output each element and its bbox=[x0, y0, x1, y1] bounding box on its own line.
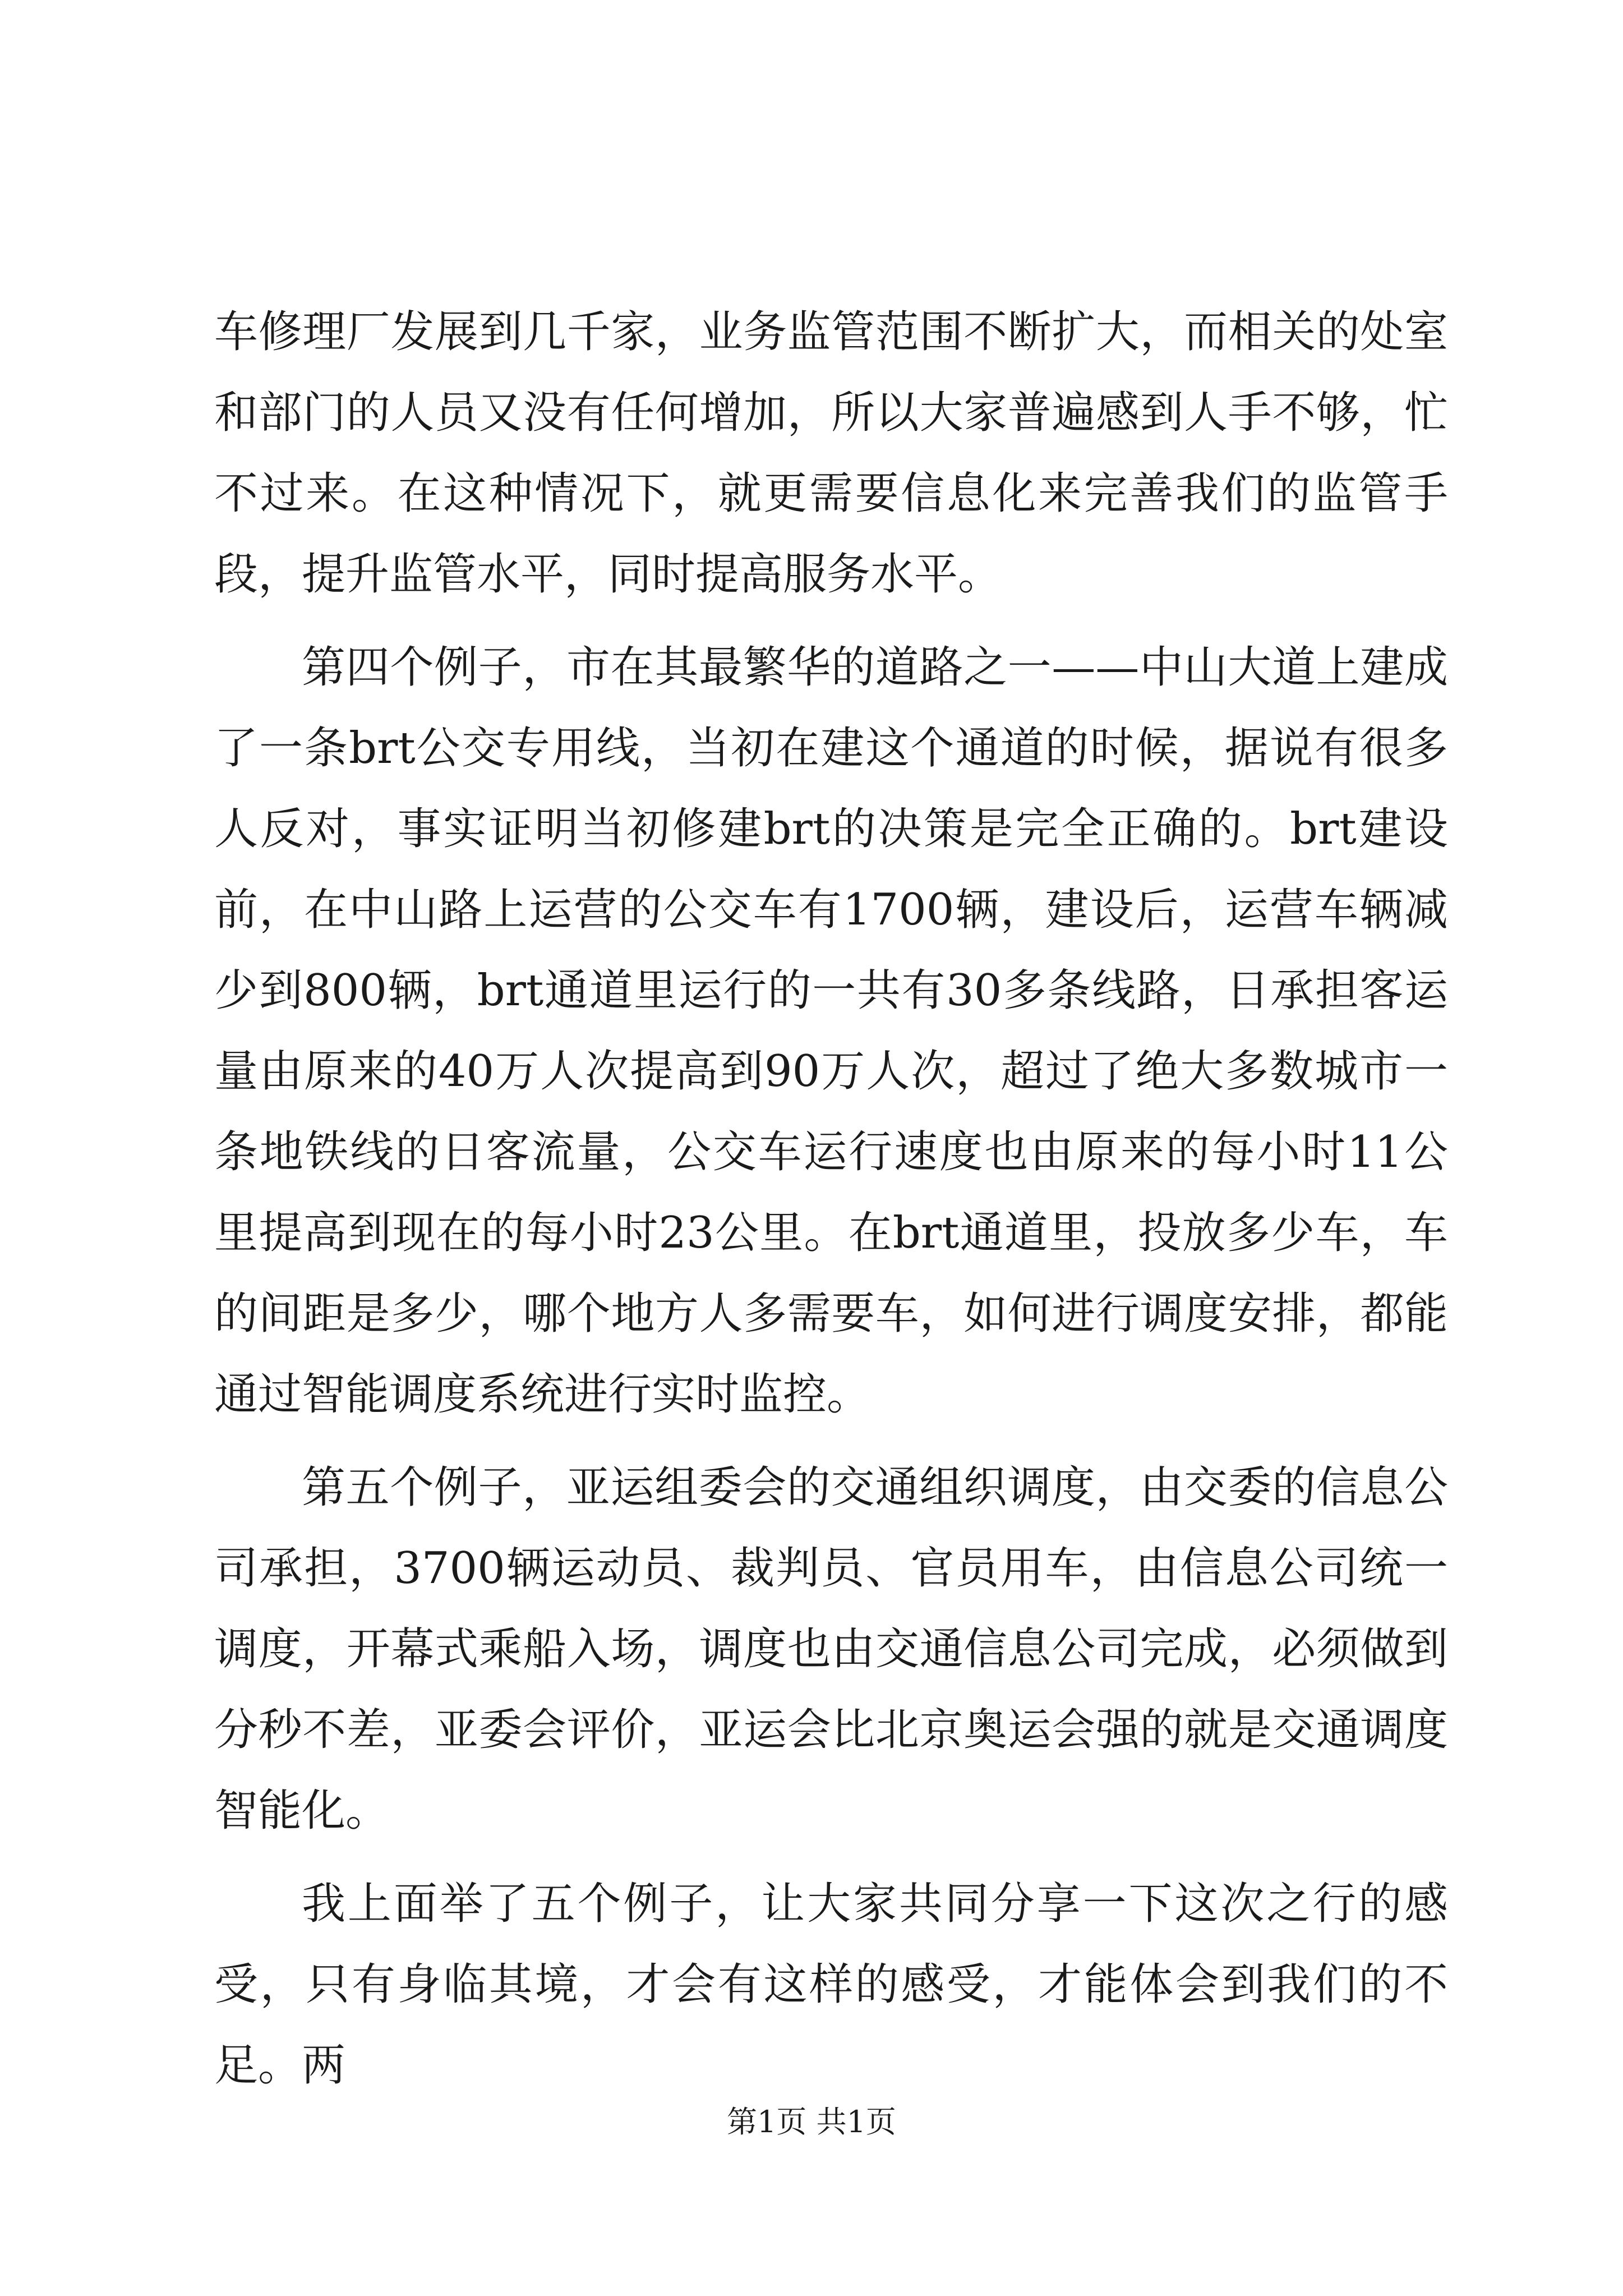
paragraph-example-five: 第五个例子，亚运组委会的交通组织调度，由交委的信息公司承担，3700辆运动员、裁判员、官员用车，由信息公司统一调度，开幕式乘船入场，调度也由交通信息公司完成，必须做到分秒不差，亚委会评价，亚运会比北京奥运会强的就是交通调度智能化。 bbox=[214, 1462, 1448, 1836]
paragraph-summary: 我上面举了五个例子，让大家共同分享一下这次之行的感受，只有身临其境，才会有这样的感受，才能体会到我们的不足。两 bbox=[214, 1879, 1448, 2091]
page-footer bbox=[0, 2098, 1623, 2141]
paragraph-example-four: 第四个例子，市在其最繁华的道路之一——中山大道上建成了一条brt公交专用线，当初在建这个通道的时候，据说有很多人反对，事实证明当初修建brt的决策是完全正确的。brt建设前，在中山路上运营的公交车有1700辆，建设后，运营车辆减少到800辆，brt通道里运行的一共有30多条线路，日承担客运量由原来的40万人次提高到90万人次，超过了绝大多数城市一条地铁线的日客流量，公交车运行速度也由原来的每小时11公里提高到现在的每小时23公里。在brt通道里，投放多少车，车的间距是多少，哪个地方人多需要车，如何进行调度安排，都能通过智能调度系统进行实时监控。 bbox=[214, 642, 1448, 1420]
page-number-label: 第1页 共1页 bbox=[727, 2104, 896, 2139]
paragraph-continuation: 车修理厂发展到几千家，业务监管范围不断扩大，而相关的处室和部门的人员又没有任何增加，所以大家普遍感到人手不够，忙不过来。在这种情况下，就更需要信息化来完善我们的监管手段，提升监管水平，同时提高服务水平。 bbox=[214, 307, 1448, 600]
document-body bbox=[214, 292, 1448, 2118]
